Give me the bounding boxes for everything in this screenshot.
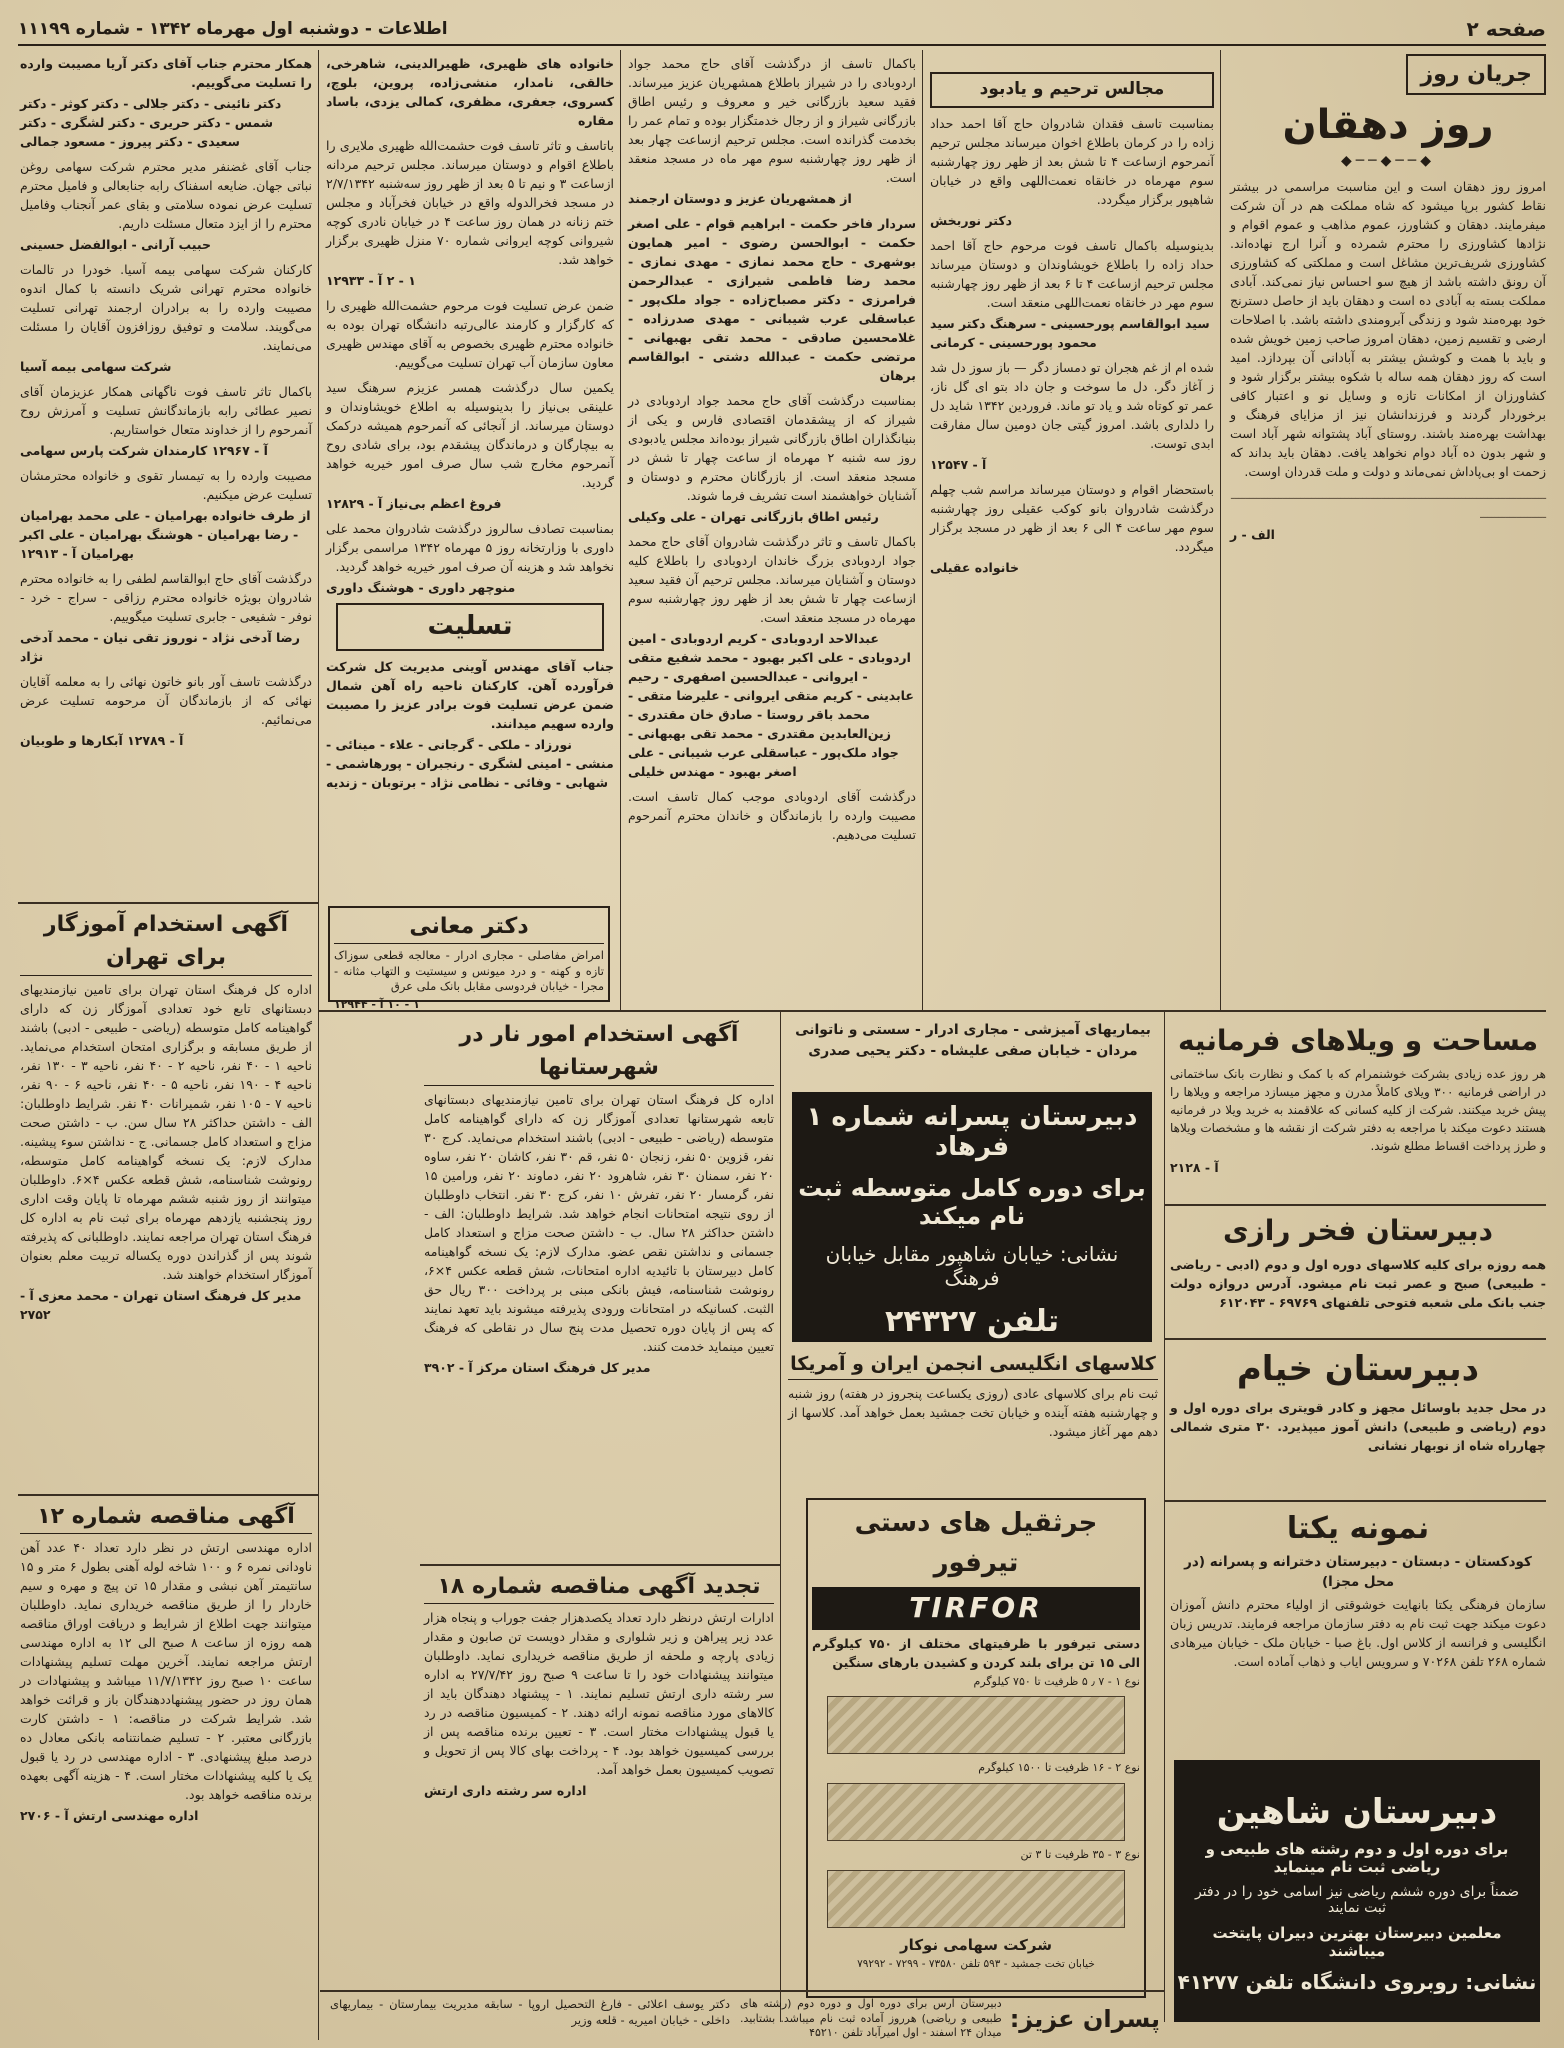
ad-shahin-school — [1174, 1760, 1540, 2022]
ad-title: جرثقیل های دستی تیرفور — [854, 1508, 1098, 1578]
ad-phone: تلفن ۲۴۳۲۷ — [884, 1303, 1060, 1339]
notice-item — [20, 672, 312, 750]
notice-text: باکمال تاثر تاسف فوت ناگهانی همکار عزیزمان آقای نصیر عطائی رابه بازماندگانش تسلیت و آمرزش روح آنمرحوم را از خداوند متعال خواستاریم. — [20, 384, 312, 437]
notice-text: کارکنان شرکت سهامی بیمه آسیا. خودرا در تالمات خانواده محترم تهرانی شریک دانسته با کمال اندوه مصیبت وارده را به برادران ارجمند تهرانی تسلیت می‌گویند. سلامت و توفیق روزافزون آقایان را مسئلت می‌نمایند. — [20, 262, 312, 353]
capacity-line: نوع ۱ - ۷ ٫ ۵ ظرفیت تا ۷۵۰ کیلوگرم — [973, 1674, 1140, 1688]
editorial-signature: الف - ر — [1230, 526, 1275, 542]
editorial-body-continued: ــــــــــــــــــــــــــــــــــــــــــــــــــــــــــــــــــــــــــــــــــــــــــــــــــــــــ — [1231, 486, 1546, 521]
notice-signature: رئیس اطاق بازرگانی تهران - علی وکیلی — [628, 509, 879, 524]
issue-info: اطلاعات - دوشنبه اول مهرماه ۱۳۴۲ - شماره ۱۱۱۹۹ — [18, 19, 448, 39]
ad-body: دبیرستان ارس برای دوره اول و دوره دوم (رشته های طبیعی و ریاضی) هرروز آماده ثبت نام میباشد. بشتابید. میدان ۲۴ اسفند - اول امیرآباد تلفن ۴۵۲۱۰ — [740, 1996, 1002, 2040]
ad-tender-12 — [20, 1500, 312, 2040]
ad-title: تجدید آگهی مناقصه شماره ۱۸ — [424, 1570, 774, 1604]
notice-item — [20, 157, 312, 254]
ad-body: همه روزه برای کلیه کلاسهای دوره اول و دوم (ادبی - ریاضی - طبیعی) صبح و عصر ثبت نام میشود. آدرس دروازه دولت جنب بانک ملی شعبه فتوحی تلفنهای ۶۹۷۶۹ - ۶۱۲۰۴۳ — [1170, 1256, 1546, 1310]
column-rule — [1164, 1012, 1165, 2022]
notice-item — [628, 532, 916, 781]
ad-title: دبیرستان پسرانه شماره ۱ فرهاد — [806, 1101, 1138, 1162]
notice-item — [326, 378, 614, 513]
notice-item — [326, 136, 614, 290]
section-rule — [1164, 1338, 1546, 1340]
notice-item — [628, 214, 916, 385]
notice-text: باکمال تاسف از درگذشت آقای حاج محمد جواد اردوبادی را در شیراز باطلاع همشهریان عزیز میرساند. فقید سعید بازرگانی خیر و معروف و رئیس اطاق بازرگانی شیراز و از رجال خدمتگزار بوده و تمام عمر را بخدمت گذرانده است. مجلس ترحیم ازساعت چهار بعد از ظهر روز چهارشنبه سوم مهر ماه در مسجد منعقد است. — [628, 56, 916, 185]
notice-signature: رضا آدخی نژاد - نوروز تقی نیان - محمد آدخی نژاد — [20, 630, 300, 664]
notice-signature: حبیب آرانی - ابوالفضل حسینی — [20, 237, 211, 252]
notice-signature: نورزاد - ملکی - گرجانی - علاء - مینائی - منشی - امینی لشگری - رنجبران - پورهاشمی - شهابی - وفائی - نظامی نژاد - برتوبان - زندیه — [326, 736, 614, 790]
editorial-title: روز دهقان — [1282, 102, 1494, 149]
ad-body: در محل جدید باوسائل مجهز و کادر قویتری برای دوره اول و دوم (ریاضی و طبیعی) دانش آموز میپذیرد. ۳۰ متری شمالی چهارراه شاه از نوبهار نشانی — [1170, 1399, 1546, 1453]
notice-column-3 — [628, 54, 916, 1004]
ad-title: دبیرستان فخر رازی — [1222, 1214, 1494, 1247]
ad-ref: مدیر کل فرهنگ استان مرکز آ - ۳۹۰۲ — [424, 1359, 651, 1375]
dealer-name: شرکت سهامی نوکار — [900, 1935, 1052, 1954]
ad-doctor-maani — [328, 906, 610, 1011]
notice-item — [20, 54, 312, 151]
ad-title: مساحت و ویلاهای فرمانیه — [1177, 1024, 1539, 1057]
notice-signature: آ - ۱۲۷۸۹ آبکارها و طوبیان — [20, 733, 184, 748]
column-rule — [318, 50, 319, 2040]
ad-ref: آ - ۲۱۲۸ — [1170, 1159, 1219, 1175]
notice-item — [628, 54, 916, 208]
notice-text: مصیبت وارده را به تیمسار تقوی و خانواده محترمشان تسلیت عرض میکنیم. — [20, 468, 312, 502]
ad-title: دکتر معانی — [334, 910, 604, 944]
notice-item — [930, 236, 1214, 352]
ad-farmanieh-villas — [1170, 1020, 1546, 1198]
mourning-header: مجالس ترحیم و یادبود — [930, 72, 1214, 108]
divider-ornament: ◆──◆──◆ — [1340, 153, 1435, 170]
notice-signature: دکتر نوربخش — [930, 212, 1013, 228]
capacity-line: نوع ۳ - ۳۵ ظرفیت تا ۳ تن — [1020, 1848, 1140, 1862]
ad-ref: مدیر کل فرهنگ استان تهران - محمد معزی آ - ۲۷۵۲ — [20, 1287, 302, 1322]
ad-body: امراض مفاصلی - مجاری ادرار - معالجه قطعی سوزاک تازه و کهنه - و درد میونس و سیستیت و التهاب مثانه - مجرا - خیابان فردوسی مقابل بانک ملی عرق — [334, 948, 604, 994]
winch-illustration — [827, 1783, 1124, 1841]
notice-text: بمناسبت تصادف سالروز درگذشت شادروان محمد علی داوری با وزارتخانه روز ۵ مهرماه ۱۳۴۲ مراسمی برگزار نخواهد شد و هزینه آن صرف امور خیریه خواهد گردید. — [326, 521, 614, 574]
winch-illustration — [827, 1696, 1124, 1754]
ad-title: پسران عزیز: — [1009, 2004, 1160, 2033]
notice-item — [930, 358, 1214, 474]
notice-text: باکمال تاسف و تاثر درگذشت شادروان آقای حاج محمد جواد اردوبادی بزرگ خاندان اردوبادی را باطلاع کلیه دوستان و آشنایان میرساند. مجلس ترحیم آن فقید سعید ازساعت چهار تا شش بعد از ظهر روز چهارشنبه سوم مهرماه در مسجد منعقد است. — [628, 534, 916, 625]
ad-line: برای دوره اول و دوم رشته های طبیعی و ریاضی ثبت نام مینماید — [1205, 1840, 1509, 1876]
ad-province-teachers — [424, 1018, 774, 1558]
ad-title: نمونه یکتا — [1286, 1511, 1430, 1546]
notice-item — [628, 787, 916, 844]
ad-ref: اداره سر رشته داری ارتش — [424, 1783, 587, 1799]
ad-body: دکتر یوسف اعلائی - فارغ التحصیل اروپا - سابقه مدیریت بیمارستان - بیماریهای داخلی - خیابان امیریه - قلعه وزیر — [330, 1997, 730, 2028]
ad-body: سازمان فرهنگی یکتا بانهایت خوشوقتی از اولیاء محترم دانش آموزان دعوت میکند جهت ثبت نام به دفتر سازمان مراجعه فرمایند. تدریس زبان انگلیسی و فرانسه از کلاس اول. باغ صبا - خیابان ملک - خیابان میرهادی شماره ۲۶۸ تلفن ۷۰۲۶۸ و سرویس ایاب و ذهاب آماده است. — [1170, 1596, 1546, 1669]
editorial-column — [1230, 54, 1546, 1004]
ad-body: دستی تیرفور با ظرفیتهای مختلف از ۷۵۰ کیلوگرم الی ۱۵ تن برای بلند کردن و کشیدن بارهای سنگین — [812, 1635, 1141, 1670]
notice-text: شده ام از غم هجران تو دمساز دگر — باز سوز دل شد ز آغاز دگر. دل ما سوخت و جان داد بتو ای گل ناز، عمر تو کوتاه شد و یاد تو ماند. فروردین ۱۳۴۲ شاید دل را دلداری باشد. امروز گیتی جان دومین سال مفارقت ابدی توست. — [930, 359, 1214, 451]
notice-signature: آ - ۱۲۹۶۷ کارمندان شرکت پارس سهامی — [20, 443, 268, 458]
notice-signature: خانواده عقیلی — [930, 559, 1020, 575]
notice-text: سردار فاخر حکمت - ابراهیم قوام - علی اصغر حکمت - ابوالحسن رضوی - امیر همایون بوشهری - حاج محمد نمازی - مهدی نمازی - محمد رضا فاطمی شیرازی - عبدالرحمن فرامرزی - دکتر مصباح‌زاده - جواد ملک‌پور - عباسقلی عرب شیبانی - مهدی صدرزاده - غلامحسین صادقی - محمد تقی بهبهانی - مرتضی حکمت - عبدالله دشتی - ابوالقاسم برهان — [628, 216, 916, 383]
notice-signature: آ - ۱۲۵۴۷ — [930, 456, 987, 472]
ad-farhad-school — [792, 1092, 1152, 1342]
notice-column-4 — [326, 54, 614, 904]
ad-line: برای دوره کامل متوسطه ثبت نام میکند — [798, 1173, 1146, 1230]
dealer-address: خیابان تخت جمشید - ۵۹۳ تلفن ۷۳۵۸۰ - ۷۲۹۹ - ۷۹۲۹۲ — [857, 1957, 1095, 1970]
notice-item — [20, 569, 312, 666]
notice-item — [326, 54, 614, 130]
notice-text: درگذشت تاسف آور بانو خاتون نهائی را به معلمه آقایان نهائی که از بازماندگان آن مرحومه تسلیت عرض می‌نمائیم. — [20, 674, 312, 727]
ad-subtitle: کودکستان - دبستان - دبیرستان دخترانه و پسرانه (در محل مجزا) — [1184, 1553, 1532, 1591]
notice-text: درگذشت آقای اردوبادی موجب کمال تاسف است. مصیبت وارده را بازماندگان و خاندان محترم آنمرحوم تسلیت می‌دهیم. — [628, 789, 916, 842]
notice-text: بدینوسیله باکمال تاسف فوت مرحوم حاج آقا احمد حداد زاده را باطلاع خویشاوندان و دوستان میرساند مجلس ترحیم ازساعت ۴ تا ۶ بعد از ظهر روز چهارشنبه سوم مهر در خانقاه نعمت‌اللهی منعقد است. — [930, 237, 1214, 310]
notice-text: بمناسبت درگذشت آقای حاج محمد جواد اردوبادی در شیراز که از پیشقدمان اقتصادی فارس و یکی از بنیانگذاران اطاق بازرگانی شیراز بوده‌اند مجلس یادبودی روز سه شنبه ۲ مهرماه از ساعت چهار تا شش در مسجد منعقد است. از بازرگانان محترم و دوستان و آشنایان خواهشمند است تشریف فرما شوند. — [628, 393, 916, 503]
notice-signature: دکتر نائینی - دکتر جلالی - دکتر کوثر - دکتر شمس - دکتر حریری - دکتر لشگری - دکتر سعیدی - دکتر پیروز - مسعود جمالی — [20, 96, 282, 149]
ad-line: نشانی: خیابان شاهپور مقابل خیابان فرهنگ — [825, 1241, 1119, 1290]
ad-yekta — [1170, 1506, 1546, 1750]
ad-body: اداره مهندسی ارتش در نظر دارد تعداد ۴۰ عدد آهن ناودانی نمره ۶ و ۱۰۰ شاخه لوله آهنی بطول ۶ متر و ۱۵ سانتیمتر آهن نبشی و مقدار ۱۵ تن پیچ و مهره و سیم خاردار را از طریق مناقصه خریداری نماید. داوطلبان میتوانند جهت اطلاع از شرایط و دریافت اوراق مناقصه همه روزه از ساعت ۸ صبح الی ۱۲ به اداره مهندسی ارتش مراجعه نمایند. آخرین مهلت تسلیم پیشنهادات ساعت ۱۰ صبح روز ۱۱/۷/۱۳۴۲ میباشد و پیشنهادات در همان روز در حضور پیشنهاددهندگان باز و قرائت خواهد شد. شرایط شرکت در مناقصه: ۱ - داشتن کارت بازرگانی معتبر. ۲ - تسلیم ضمانتنامه بانکی معادل ده درصد مبلغ پیشنهادی. ۳ - اداره مهندسی در رد یا قبول یک یا کلیه پیشنهادات مختار است. ۴ - هزینه آگهی بعهده برنده مناقصه خواهد بود. — [20, 1540, 313, 1803]
ad-title: آگهی استخدام آموزگار برای تهران — [20, 908, 312, 976]
notice-text: درگذشت آقای حاج ابوالقاسم لطفی را به خانواده محترم شادروان بویژه خانواده محترم رزاقی - سراج - خرد - نوفر - شفیعی - جابری تسلیت میگوییم. — [20, 571, 312, 624]
notice-column-5 — [20, 54, 312, 894]
notice-signature: منوچهر داوری - هوشنگ داوری — [326, 580, 516, 595]
ad-tehran-teachers — [20, 908, 312, 1488]
ad-body: ثبت نام برای کلاسهای عادی (روزی یکساعت پنجروز در هفته) روز شنبه و چهارشنبه هفته آینده و خیابان تخت جمشید بعمل خواهد آمد. کلاسها از دهم مهر آغاز میشود. — [788, 1385, 1158, 1439]
ad-ref: اداره مهندسی ارتش آ - ۲۷۰۶ — [20, 1808, 199, 1824]
ad-title: کلاسهای انگلیسی انجمن ایران و آمریکا — [788, 1350, 1158, 1380]
page-number: صفحه ۲ — [1466, 17, 1546, 41]
ad-line: ضمناً برای دوره ششم ریاضی نیز اسامی خود را در دفتر ثبت نمایند — [1194, 1884, 1520, 1916]
notice-item — [628, 391, 916, 526]
column-badge: جریان روز — [1406, 54, 1546, 95]
notice-item — [326, 657, 614, 792]
notice-item — [20, 382, 312, 460]
notice-signature: از طرف خانواده بهرامیان - علی محمد بهرامیان - رضا بهرامیان - هوشنگ بهرامیان - علی اکبر بهرامیان آ - ۱۲۹۱۳ — [20, 508, 311, 561]
ad-line: معلمین دبیرستان بهترین دبیران پایتخت میباشند — [1212, 1924, 1502, 1960]
ad-title: دبیرستان شاهین — [1216, 1792, 1498, 1832]
column-rule — [620, 50, 621, 1010]
mourning-column — [930, 72, 1214, 1002]
section-rule — [420, 1564, 780, 1566]
ad-tirfor — [806, 1498, 1146, 1998]
notice-text: ضمن عرض تسلیت فوت مرحوم حشمت‌الله ظهیری را که کارگزار و کارمند عالی‌رتبه دانشگاه تهران بوده به خانواده محترم ظهیری بخصوص به آقای مهندس ظهیری معاون سازمان آب تهران تسلیت می‌گوییم. — [326, 298, 614, 370]
capacity-line: نوع ۲ - ۱۶ ظرفیت تا ۱۵۰۰ کیلوگرم — [978, 1761, 1140, 1775]
ad-title: دبیرستان خیام — [1236, 1349, 1480, 1389]
notice-signature: عبدالاحد اردوبادی - کریم اردوبادی - امین اردوبادی - علی اکبر بهبود - محمد شفیع متقی - ایروانی - عبدالحسین اصفهری - رحیم عابدینی - کریم متقی ایروانی - علیرضا متقی - محمد باقر روستا - صادق خان مقتدری - زین‌العابدین مقتدری - محمد تقی بهبهانی - جواد ملک‌پور - عباسقلی عرب شیبانی - علی اصغر بهبود - مهندس خلیلی — [628, 631, 914, 779]
notice-text: همکار محترم جناب آقای دکتر آریا مصیبت وارده را تسلیت می‌گوییم. — [20, 56, 312, 90]
brand-banner: TIRFOR — [812, 1587, 1140, 1630]
ad-fakhr-razi — [1170, 1210, 1546, 1332]
section-rule — [18, 902, 318, 904]
section-rule — [18, 1494, 318, 1496]
notice-item — [20, 466, 312, 563]
ad-tender-18 — [424, 1570, 774, 1980]
ad-body: ادارات ارتش درنظر دارد تعداد یکصدهزار جفت جوراب و پنجاه هزار عدد زیر پیراهن و زیر شلواری و مقدار دویست تن صابون و مقدار زیادی پارچه و ملحفه از طریق مناقصه خریداری نماید. داوطلبان میتوانند پیشنهادات خود را تا ساعت ۹ صبح روز ۲۷/۷/۴۲ به اداره سر رشته داری ارتش تسلیم نمایند. ۱ - پیشنهاد دهندگان باید از کالاهای مورد مناقصه نمونه ارائه دهند. ۲ - کمیسیون مناقصه در رد یا قبول پیشنهادات مختار است. ۳ - تعیین برنده مناقصه پس از بررسی کمیسیون خواهد بود. ۴ - پرداخت بهای کالا پس از تحویل و تصویب کمیسیون بعمل خواهد آمد. — [424, 1610, 775, 1778]
section-rule — [320, 1990, 1164, 1992]
notice-item — [326, 296, 614, 372]
ad-clinic — [786, 1016, 1160, 1088]
notice-item — [930, 480, 1214, 577]
ad-phone: نشانی: روبروی دانشگاه تلفن ۴۱۲۷۷ — [1177, 1970, 1537, 1994]
ad-body: بیماریهای آمیزشی - مجاری ادرار - سستی و ناتوانی مردان - خیابان صفی علیشاه - دکتر یحیی صدری — [795, 1022, 1151, 1060]
notice-item — [326, 519, 614, 597]
section-rule — [1164, 1500, 1546, 1502]
editorial-body: امروز روز دهقان است و این مناسبت مراسمی در بیشتر نقاط کشور برپا میشود که شاه مملکت هم در آن شرکت میفرمایند. دهقان و کشاورز، عموم مذاهب و عموم اقوام و نژادها کشاورزی را محترم شمرده و آنرا ارج نهاده‌اند. کشاورزی شریف‌ترین مشاغل است و مملکتی که کشاورزی آن رونق داشته باشد از هیچ سو احساس نیاز نمی‌کند. آبادی مملکت بسته به آبادی ده است و دهقان باید از حاصل دسترنج خود بهره‌مند شود و زندگی آبرومندی داشته باشد. با اصلاحات ارضی و تقسیم زمین، دهقان امروز صاحب زمین خویش شده و باید با همت و کوشش بیشتر به آبادانی آن بپردازد. امید است که روز دهقان همه ساله با شکوه بیشتر برگزار شود و کشاورزان از امکانات تازه و وسایل نو و اعتبار کافی برخوردار گردند و فرزندانشان نیز از مزایای فرهنگ و بهداشت بهره‌مند باشند. روستای آباد پشتوانه شهر آباد است و شهر بدون ده آباد دوام نخواهد یافت. دهقان باید بداند که زحمت او بی‌پاداش نمی‌ماند و دولت و ملت قدردان اوست. — [1230, 178, 1546, 479]
notice-signature: سید ابوالقاسم پورحسینی - سرهنگ دکتر سید محمود پورحسینی - کرمانی — [930, 315, 1210, 350]
notice-text: جناب آقای مهندس آوینی مدیریت کل شرکت فرآورده آهن. کارکنان ناحیه راه آهن شمال ضمن عرض تسلیت فوت برادر عزیز را مصیبت وارده سهیم میدانند. — [326, 658, 614, 731]
notice-signature: فروغ اعظم بی‌نیاز آ - ۱۲۸۲۹ — [326, 496, 502, 511]
column-rule — [1220, 50, 1221, 1010]
ad-english-classes — [788, 1350, 1158, 1446]
ad-ref: ۱ - ۱۰ آ - ۱۲۹۴۴ — [334, 997, 420, 1011]
ad-body: اداره کل فرهنگ استان تهران برای تامین نیازمندیهای دبستانهای تابعه شهرستانها تعدادی آموزگار زن که دارای گواهینامه کامل متوسطه (ریاضی - طبیعی - ادبی) باشند استخدام می‌نماید. کرج ۳۰ نفر، قزوین ۵۰ نفر، زنجان ۵۰ نفر، قم ۳۰ نفر، کاشان ۲۰ نفر، ساوه ۲۰ نفر، سمنان ۳۰ نفر، شاهرود ۲۰ نفر، دماوند ۲۰ نفر، ورامین ۱۵ نفر، گرمسار ۲۰ نفر، تفرش ۱۰ نفر، کرج ۳۰ نفر. انتخاب داوطلبان از روی نتیجه امتحانات انجام خواهد شد. شرایط داوطلبان: الف - داشتن حداکثر ۲۸ سال. ب - داشتن صحت مزاج و استعداد کامل جسمانی و نداشتن نقص عضو. مدارک لازم: یک نسخه گواهینامه کامل دبیرستان با تائیدیه اداره امتحانات، شش قطعه عکس ۴×۶، رونوشت شناسنامه، فیش بانکی مبنی بر پرداخت ۳۰۰ ریال حق الثبت. کسانیکه در امتحانات ورودی پذیرفته میشوند باید تعهد نمایند که پس از پایان دوره تحصیل مدت پنج سال در نقاطی که فرهنگ تعیین مینماید خدمت کنند. — [424, 1091, 774, 1354]
ad-bottom-doctor — [330, 1996, 730, 2042]
ad-title: آگهی استخدام امور نار در شهرستانها — [424, 1018, 774, 1086]
notice-item — [20, 260, 312, 376]
notice-item — [930, 114, 1214, 230]
notice-text: خانواده های ظهیری، ظهیرالدینی، شاهرخی، خالقی، نامدار، منشی‌زاده، پروین، بلوچ، کسروی، جعفری، مظفری، کمالی یزدی، باساد مقاره — [326, 56, 614, 128]
section-rule — [1164, 1204, 1546, 1206]
ad-body: هر روز عده زیادی بشرکت خوشنمرام که با کمک و نظارت بانک ساختمانی در اراضی فرمانیه ۳۰۰ ویلای کاملاً مدرن و مجهز میسازد مراجعه و ویلاها را پیش خرید میکنند. شرکت از کلیه کسانی که علاقمند به خرید ویلا در فرمانیه هستند دعوت میکند با مراجعه به دفتر شرکت از نقشه ها و مشخصات ویلاها و طرز پرداخت اقساط مطلع شوند. — [1170, 1066, 1546, 1154]
column-rule — [780, 1012, 781, 2022]
page-header — [18, 14, 1546, 46]
notice-signature: ۱ - ۲ آ - ۱۲۹۳۳ — [326, 273, 416, 288]
condolence-box: تسلیت — [336, 603, 604, 651]
ad-aras-school — [740, 1996, 1160, 2042]
notice-text: باستحضار اقوام و دوستان میرساند مراسم شب چهلم درگذشت شادروان بانو کوکب عقیلی روز چهارشنبه سوم مهر ساعت ۴ الی ۶ بعد از ظهر در مسجد برگزار میگردد. — [930, 481, 1214, 554]
notice-text: بمناسبت تاسف فقدان شادروان حاج آقا احمد حداد زاده را در کرمان باطلاع اخوان میرساند مجلس ترحیم آنمرحوم ازساعت ۴ تا شش بعد از ظهر روز چهارشنبه سوم مهرماه در خانقاه نعمت‌اللهی واقع در خیابان شاهپور برگزار میگردد. — [930, 115, 1214, 207]
notice-signature: شرکت سهامی بیمه آسیا — [20, 359, 172, 374]
notice-text: جناب آقای غضنفر مدیر محترم شرکت سهامی روغن نباتی جهان. ضایعه اسفناک رابه جنابعالی و فامیل محترم تسلیت عرض نموده سلامتی و بقای عمر آنجناب وفامیل محترم را از ایزد متعال مسئلت داریم. — [20, 159, 312, 231]
winch-illustration — [827, 1870, 1124, 1928]
ad-title: آگهی مناقصه شماره ۱۲ — [20, 1500, 312, 1534]
notice-text: یکمین سال درگذشت همسر عزیزم سرهنگ سید علینقی بی‌نیاز را بدینوسیله به اطلاع خویشاوندان و دوستان میرساند. از آنجائی که آنمرحوم همیشه درکمک به بیچارگان و درماندگان پیشقدم بود، برای شادی روح آنمرحوم مخارج شب سال صرف امور خیریه خواهد گردید. — [326, 380, 614, 490]
notice-text: باتاسف و تاثر تاسف فوت حشمت‌الله ظهیری ملایری را باطلاع اقوام و دوستان میرساند. مجلس ترحیم مردانه ازساعت ۳ و نیم تا ۵ بعد از ظهر روز سه‌شنبه ۲/۷/۱۳۴۲ در مسجد فخرالدوله واقع در خیابان فخرآباد و مجلس ختم زنانه در همان روز ساعت ۴ در خیابان نادری کوچه شیروانی کوچه ایروانی شماره ۷۰ منزل ظهیری برگزار خواهد شد. — [326, 138, 614, 267]
ad-khayam — [1170, 1344, 1546, 1494]
notice-signature: از همشهریان عزیز و دوستان ارجمند — [628, 191, 852, 206]
column-rule — [922, 50, 923, 1010]
ad-body: اداره کل فرهنگ استان تهران برای تامین نیازمندیهای دبستانهای تابع خود تعدادی آموزگار زن که دارای گواهینامه کامل متوسطه (ریاضی - طبیعی - ادبی) باشند از طریق مسابقه و برگزاری امتحان استخدام می‌نماید. ناحیه ۱ - ۴۰ نفر، ناحیه ۲ - ۴۰ نفر، ناحیه ۳ - ۱۳۰ نفر، ناحیه ۴ - ۱۹۰ نفر، ناحیه ۵ - ۴۰ نفر، ناحیه ۶ - ۹۰ نفر، ناحیه ۷ - ۱۰۵ نفر، شمیرانات ۴۰ نفر. شرایط داوطلبان: الف - داشتن حداکثر ۲۸ سال سن. ب - داشتن صحت مزاج و استعداد کامل جسمانی. ج - نداشتن سوء پیشینه. مدارک لازم: یک نسخه گواهینامه کامل متوسطه، رونوشت شناسنامه، شش قطعه عکس ۴×۶. داوطلبان میتوانند از روز شنبه ششم مهرماه تا پایان وقت اداری روز پنجشنبه یازدهم مهرماه برای ثبت نام به اداره کل فرهنگ استان تهران مراجعه نمایند. داوطلبانی که پذیرفته شوند پس از گذراندن دوره یکساله تربیت معلم بعنوان آموزگار استخدام خواهند شد. — [20, 981, 313, 1282]
